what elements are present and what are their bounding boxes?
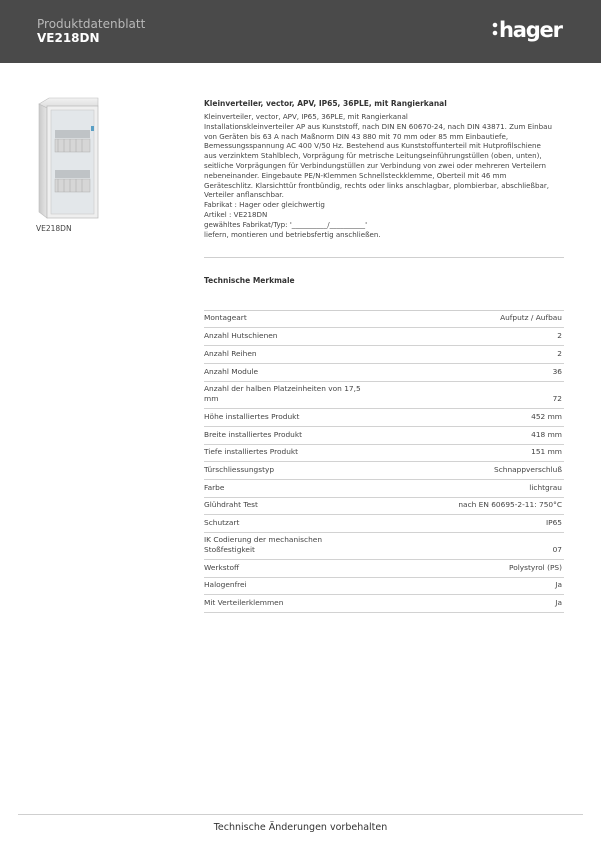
spec-label: Glühdraht Test: [204, 500, 258, 509]
description-line: aus verzinktem Stahlblech, Vorprägung für metrische Leitungseinführungstüllen (oben, unten),: [204, 151, 542, 161]
spec-value: Polystyrol (PS): [509, 563, 562, 572]
spec-row: [204, 515, 564, 533]
table-top-divider: [204, 310, 564, 311]
product-image: [35, 96, 100, 220]
spec-row: [204, 312, 564, 328]
spec-label: Anzahl der halben Platzeinheiten von 17,5 mm: [204, 384, 361, 403]
spec-value: Aufputz / Aufbau: [500, 313, 562, 322]
description-line: liefern, montieren und betriebsfertig anschließen.: [204, 229, 381, 239]
spec-value: 2: [557, 349, 562, 358]
spec-row: [204, 480, 564, 498]
spec-value: IP65: [545, 518, 562, 527]
description-line: Artikel : VE218DN: [204, 209, 268, 219]
spec-value: 418 mm: [531, 430, 562, 439]
footer-disclaimer: Technische Änderungen vorbehalten: [213, 822, 388, 833]
spec-row: [204, 595, 564, 613]
description-line: Fabrikat : Hager oder gleichwertig: [204, 200, 325, 210]
section-divider: [204, 257, 564, 258]
description-line: nebeneinander. Eingebaute PE/N-Klemmen Schnellsteckklemme, Oberteil mit 46 mm: [204, 170, 507, 180]
page-header: [0, 0, 601, 63]
product-image-caption: VE218DN: [36, 224, 72, 233]
description-line: Bemessungsspannung AC 400 V/50 Hz. Bestehend aus Kunststoffunterteil mit Hutprofilschiene: [204, 141, 541, 151]
spec-row: [204, 328, 564, 346]
footer-divider: [18, 814, 583, 815]
description-line: Geräteschlitz. Klarsichttür frontbündig, rechts oder links anschlagbar, plombierbar, abschließbar,: [204, 180, 550, 190]
spec-row: [204, 364, 564, 382]
spec-label: Farbe: [204, 483, 225, 492]
spec-row: [204, 578, 564, 595]
spec-label: Anzahl Reihen: [204, 349, 257, 358]
spec-row: [204, 382, 564, 409]
description-title: Kleinverteiler, vector, APV, IP65, 36PLE, mit Rangierkanal: [204, 99, 447, 108]
spec-row: [204, 560, 564, 578]
spec-row: [204, 533, 564, 560]
description-line: Installationskleinverteiler AP aus Kunststoff, nach DIN EN 60670-24, nach DIN 43871. Zum Einbau: [204, 121, 552, 131]
description-line: seitliche Vorprägungen für Verbindungstüllen zur Verbindung von zwei oder mehreren Verteilern: [204, 160, 547, 170]
spec-label: Türschliessungstyp: [204, 465, 275, 474]
svg-text:hager: hager: [499, 18, 562, 42]
spec-value: lichtgrau: [529, 483, 562, 492]
spec-value: 2: [557, 331, 562, 340]
description-line: Verteiler anflanschbar.: [204, 190, 284, 200]
hager-logo: [492, 16, 566, 44]
specs-table: [204, 312, 564, 613]
product-description: [204, 99, 569, 239]
description-line: gewähltes Fabrikat/Typ: '__________/__________': [204, 219, 368, 229]
spec-label: Schutzart: [204, 518, 240, 527]
document-type: Produktdatenblatt: [37, 17, 146, 31]
spec-label: Werkstoff: [204, 563, 240, 572]
spec-row: [204, 427, 564, 445]
spec-value: Schnappverschluß: [494, 465, 562, 474]
spec-label: Breite installiertes Produkt: [204, 430, 303, 439]
description-line: Kleinverteiler, vector, APV, IP65, 36PLE, mit Rangierkanal: [204, 112, 408, 121]
spec-row: [204, 346, 564, 364]
spec-value: nach EN 60695-2-11: 750°C: [458, 500, 562, 509]
specs-section-title: Technische Merkmale: [204, 276, 295, 285]
spec-row: [204, 462, 564, 480]
spec-value: 72: [552, 394, 562, 403]
spec-value: 36: [552, 367, 562, 376]
spec-label: Höhe installiertes Produkt: [204, 412, 300, 421]
spec-value: 151 mm: [531, 447, 562, 456]
product-number-title: VE218DN: [37, 31, 100, 45]
spec-value: 07: [552, 545, 562, 554]
spec-label: Anzahl Hutschienen: [204, 331, 278, 340]
spec-label: IK Codierung der mechanischen Stoßfestigkeit: [204, 535, 323, 554]
spec-value: 452 mm: [531, 412, 562, 421]
spec-row: [204, 498, 564, 515]
spec-row: [204, 445, 564, 462]
spec-row: [204, 409, 564, 427]
spec-label: Mit Verteilerklemmen: [204, 598, 284, 607]
spec-label: Halogenfrei: [204, 580, 247, 589]
spec-value: Ja: [555, 598, 562, 607]
spec-label: Anzahl Module: [204, 367, 259, 376]
spec-value: Ja: [555, 580, 562, 589]
description-line: von Geräten bis 63 A nach Maßnorm DIN 43 880 mit 70 mm oder 85 mm Einbautiefe,: [204, 131, 509, 141]
spec-label: Montageart: [204, 313, 247, 322]
spec-label: Tiefe installiertes Produkt: [204, 447, 299, 456]
